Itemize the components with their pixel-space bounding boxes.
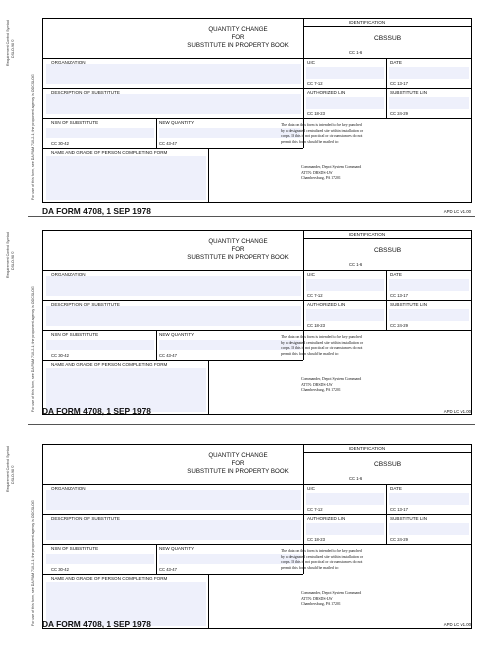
- description-label: DESCRIPTION OF SUBSTITUTE: [51, 516, 120, 521]
- new-quantity-label: NEW QUANTITY: [159, 546, 195, 551]
- form-title-line-3: SUBSTITUTE IN PROPERTY BOOK: [187, 42, 289, 49]
- identification-label: IDENTIFICATION: [349, 232, 386, 237]
- form-title-line-1: QUANTITY CHANGE: [208, 238, 268, 245]
- description-label: DESCRIPTION OF SUBSTITUTE: [51, 302, 120, 307]
- form-title-line-2: FOR: [231, 460, 245, 467]
- cc-43-47: CC 43-47: [159, 353, 177, 358]
- side-note-control-symbol: Requirement Control Symbol: [6, 231, 10, 278]
- notice-text: The data on this form is intended to be key punched by a designated centralized site within installation or corps. If this is not practical or circumstances do not permit this form should be mailed to:: [281, 549, 364, 571]
- notice-text: The data on this form is intended to be key punched by a designated centralized site within installation or corps. If this is not practical or circumstances do not permit this form should be mailed to:: [281, 123, 364, 145]
- version-label: APD LC v1.00: [443, 209, 471, 214]
- side-note-proponent: For use of this form, see DA PAM 710-2-1; the proponent agency is ODCSLOG: [31, 286, 35, 412]
- cc-1-6: CC 1-6: [349, 476, 363, 481]
- organization-label: ORGANIZATION: [51, 486, 86, 491]
- uic-label: UIC: [307, 272, 315, 277]
- form-title-line-1: QUANTITY CHANGE: [208, 26, 268, 33]
- name-grade-label: NAME AND GRADE OF PERSON COMPLETING FORM: [51, 576, 168, 581]
- cc-30-42: CC 30-42: [51, 353, 69, 358]
- identification-value: CBSSUB: [374, 247, 402, 254]
- form-name: DA FORM 4708, 1 SEP 1978: [42, 619, 151, 629]
- form-box: [42, 18, 472, 203]
- substitute-lin-label: SUBSTITUTE LIN: [390, 516, 428, 521]
- side-note-dslo: DSLO-98 ©: [11, 465, 15, 484]
- uic-label: UIC: [307, 486, 315, 491]
- notice-text: The data on this form is intended to be key punched by a designated centralized site within installation or corps. If this is not practical or circumstances do not permit this form should be mailed to:: [281, 335, 364, 357]
- authorized-lin-label: AUTHORIZED LIN: [307, 90, 346, 95]
- authorized-lin-label: AUTHORIZED LIN: [307, 516, 346, 521]
- nsn-label: NSN OF SUBSTITUTE: [51, 120, 99, 125]
- nsn-label: NSN OF SUBSTITUTE: [51, 546, 99, 551]
- cc-24-29: CC 24-29: [390, 323, 408, 328]
- side-note-dslo: DSLO-98 ©: [11, 251, 15, 270]
- substitute-lin-label: SUBSTITUTE LIN: [390, 302, 428, 307]
- organization-label: ORGANIZATION: [51, 272, 86, 277]
- name-grade-label: NAME AND GRADE OF PERSON COMPLETING FORM: [51, 150, 168, 155]
- cc-13-17: CC 13-17: [390, 81, 408, 86]
- date-label: DATE: [390, 272, 402, 277]
- form-title-line-1: QUANTITY CHANGE: [208, 452, 268, 459]
- form-title-line-2: FOR: [231, 34, 245, 41]
- cc-7-12: CC 7-12: [307, 507, 323, 512]
- form-name: DA FORM 4708, 1 SEP 1978: [42, 406, 151, 416]
- cc-18-23: CC 18-23: [307, 323, 325, 328]
- identification-value: CBSSUB: [374, 35, 402, 42]
- nsn-label: NSN OF SUBSTITUTE: [51, 332, 99, 337]
- organization-label: ORGANIZATION: [51, 60, 86, 65]
- form-title-line-3: SUBSTITUTE IN PROPERTY BOOK: [187, 254, 289, 261]
- version-label: APD LC v1.00: [443, 622, 471, 627]
- cc-7-12: CC 7-12: [307, 81, 323, 86]
- cc-43-47: CC 43-47: [159, 567, 177, 572]
- form-name: DA FORM 4708, 1 SEP 1978: [42, 206, 151, 216]
- mailing-address: Commander, Depot System Command ATTN: DRSDS-LW Chambersburg, PA 17201: [301, 377, 362, 393]
- cc-7-12: CC 7-12: [307, 293, 323, 298]
- form-title-line-2: FOR: [231, 246, 245, 253]
- date-label: DATE: [390, 60, 402, 65]
- uic-label: UIC: [307, 60, 315, 65]
- form-box: [42, 444, 472, 629]
- form-title-line-3: SUBSTITUTE IN PROPERTY BOOK: [187, 468, 289, 475]
- form-box: [42, 230, 472, 415]
- cc-24-29: CC 24-29: [390, 111, 408, 116]
- identification-label: IDENTIFICATION: [349, 20, 386, 25]
- side-note-dslo: DSLO-98 ©: [11, 39, 15, 58]
- cc-43-47: CC 43-47: [159, 141, 177, 146]
- side-note-control-symbol: Requirement Control Symbol: [6, 445, 10, 492]
- identification-value: CBSSUB: [374, 461, 402, 468]
- tear-line: [28, 216, 475, 217]
- description-label: DESCRIPTION OF SUBSTITUTE: [51, 90, 120, 95]
- cc-13-17: CC 13-17: [390, 507, 408, 512]
- cc-1-6: CC 1-6: [349, 262, 363, 267]
- side-note-control-symbol: Requirement Control Symbol: [6, 19, 10, 66]
- version-label: APD LC v1.00: [443, 409, 471, 414]
- cc-30-42: CC 30-42: [51, 141, 69, 146]
- substitute-lin-label: SUBSTITUTE LIN: [390, 90, 428, 95]
- cc-18-23: CC 18-23: [307, 111, 325, 116]
- mailing-address: Commander, Depot System Command ATTN: DRSDS-LW Chambersburg, PA 17201: [301, 165, 362, 181]
- cc-24-29: CC 24-29: [390, 537, 408, 542]
- cc-18-23: CC 18-23: [307, 537, 325, 542]
- mailing-address: Commander, Depot System Command ATTN: DRSDS-LW Chambersburg, PA 17201: [301, 591, 362, 607]
- cc-1-6: CC 1-6: [349, 50, 363, 55]
- side-note-proponent: For use of this form, see DA PAM 710-2-1; the proponent agency is ODCSLOG: [31, 74, 35, 200]
- name-grade-label: NAME AND GRADE OF PERSON COMPLETING FORM: [51, 362, 168, 367]
- side-note-proponent: For use of this form, see DA PAM 710-2-1; the proponent agency is ODCSLOG: [31, 500, 35, 626]
- cc-30-42: CC 30-42: [51, 567, 69, 572]
- authorized-lin-label: AUTHORIZED LIN: [307, 302, 346, 307]
- cc-13-17: CC 13-17: [390, 293, 408, 298]
- tear-line: [28, 424, 475, 425]
- date-label: DATE: [390, 486, 402, 491]
- new-quantity-label: NEW QUANTITY: [159, 332, 195, 337]
- new-quantity-label: NEW QUANTITY: [159, 120, 195, 125]
- identification-label: IDENTIFICATION: [349, 446, 386, 451]
